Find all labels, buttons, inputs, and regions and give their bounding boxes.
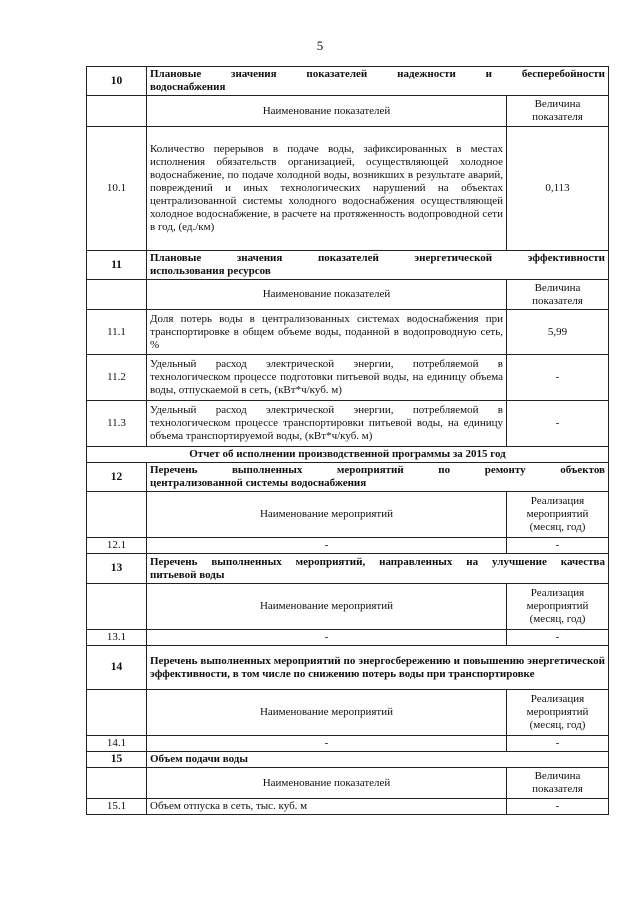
header-row (87, 96, 609, 127)
column-header-name: Наименование показателей (147, 280, 507, 310)
section-title: Объем подачи воды (147, 752, 609, 768)
section-title-line2: использования ресурсов (150, 265, 271, 277)
table-row (87, 538, 609, 554)
section-title-line1: Перечень выполненных мероприятий, направленных на улучшение качества (150, 555, 605, 568)
section-title-line1: Плановые значения показателей энергетической эффективности (150, 252, 605, 264)
row-number: 13.1 (87, 630, 147, 646)
table-row (87, 799, 609, 815)
section-title: Перечень выполненных мероприятий по энергосбережению и повышению энергетической эффективности, в том числе по снижению потерь воды при транспортировке (147, 646, 609, 690)
section-row-14 (87, 646, 609, 690)
row-number: 11.3 (87, 401, 147, 447)
section-title (147, 251, 609, 280)
column-header-value: Величина показателя (507, 96, 609, 127)
row-number: 15.1 (87, 799, 147, 815)
section-title (147, 554, 609, 584)
indicator-value: - (507, 799, 609, 815)
column-header-value: Реализация мероприятий (месяц, год) (507, 690, 609, 736)
row-number: 15 (87, 752, 147, 768)
section-row-10 (87, 67, 609, 96)
column-header-name: Наименование показателей (147, 96, 507, 127)
activity-name: - (147, 736, 507, 752)
section-row-11 (87, 251, 609, 280)
indicator-value: - (507, 401, 609, 447)
report-section-row (87, 447, 609, 463)
section-title-line2: водоснабжения (150, 81, 226, 93)
section-title-line1: Плановые значения показателей надежности и бесперебойности (150, 68, 605, 80)
column-header-name: Наименование мероприятий (147, 690, 507, 736)
table-row (87, 630, 609, 646)
table-row (87, 310, 609, 355)
row-number: 11 (87, 251, 147, 280)
indicator-value: 5,99 (507, 310, 609, 355)
section-row-13 (87, 554, 609, 584)
column-header-value: Реализация мероприятий (месяц, год) (507, 584, 609, 630)
section-row-12 (87, 463, 609, 492)
row-number: 14 (87, 646, 147, 690)
activity-date: - (507, 630, 609, 646)
activity-name: - (147, 538, 507, 554)
section-title (147, 67, 609, 96)
row-number: 11.2 (87, 355, 147, 401)
report-section-title: Отчет об исполнении производственной программы за 2015 год (87, 447, 609, 463)
section-title-line1: Перечень выполненных мероприятий по ремонту объектов (150, 464, 605, 476)
header-row (87, 492, 609, 538)
table-row (87, 401, 609, 447)
program-table (86, 66, 609, 815)
column-header-name: Наименование показателей (147, 768, 507, 799)
column-header-name: Наименование мероприятий (147, 492, 507, 538)
header-row (87, 584, 609, 630)
row-number: 13 (87, 554, 147, 584)
table-row (87, 127, 609, 251)
row-number: 14.1 (87, 736, 147, 752)
column-header-value: Величина показателя (507, 280, 609, 310)
indicator-name: Удельный расход электрической энергии, потребляемой в технологическом процессе подготовки питьевой воды, на единицу объема воды, отпускаемой в сеть, (кВт*ч/куб. м) (147, 355, 507, 401)
activity-date: - (507, 736, 609, 752)
indicator-name: Удельный расход электрической энергии, потребляемой в технологическом процессе транспортировки питьевой воды, на единицу объема транспортируемой воды, (кВт*ч/куб. м) (147, 401, 507, 447)
row-number: 11.1 (87, 310, 147, 355)
activity-name: - (147, 630, 507, 646)
indicator-value: 0,113 (507, 127, 609, 251)
table-row (87, 736, 609, 752)
activity-date: - (507, 538, 609, 554)
header-row (87, 768, 609, 799)
indicator-value: - (507, 355, 609, 401)
header-row (87, 280, 609, 310)
indicator-name: Количество перерывов в подаче воды, зафиксированных в местах исполнения обязательств организацией, осуществляющей холодное водоснабжение, по подаче холодной воды, возникших в результате аварий, повреждений и иных технологических нарушений на объектах централизованной системы холодного водоснабжения осуществляющей холодное водоснабжение, в расчете на протяженность водопроводной сети в год, (ед./км) (147, 127, 507, 251)
page-number: 5 (316, 38, 324, 53)
row-number: 10 (87, 67, 147, 96)
column-header-value: Реализация мероприятий (месяц, год) (507, 492, 609, 538)
row-number: 10.1 (87, 127, 147, 251)
indicator-name: Объем отпуска в сеть, тыс. куб. м (147, 799, 507, 815)
column-header-value: Величина показателя (507, 768, 609, 799)
header-row (87, 690, 609, 736)
section-title-line2: питьевой воды (150, 568, 225, 581)
section-title (147, 463, 609, 492)
row-number: 12 (87, 463, 147, 492)
table-row (87, 355, 609, 401)
section-row-15 (87, 752, 609, 768)
section-title-line2: централизованной системы водоснабжения (150, 477, 367, 489)
row-number: 12.1 (87, 538, 147, 554)
indicator-name: Доля потерь воды в централизованных системах водоснабжения при транспортировке в общем объеме воды, поданной в водопроводную сеть, % (147, 310, 507, 355)
column-header-name: Наименование мероприятий (147, 584, 507, 630)
